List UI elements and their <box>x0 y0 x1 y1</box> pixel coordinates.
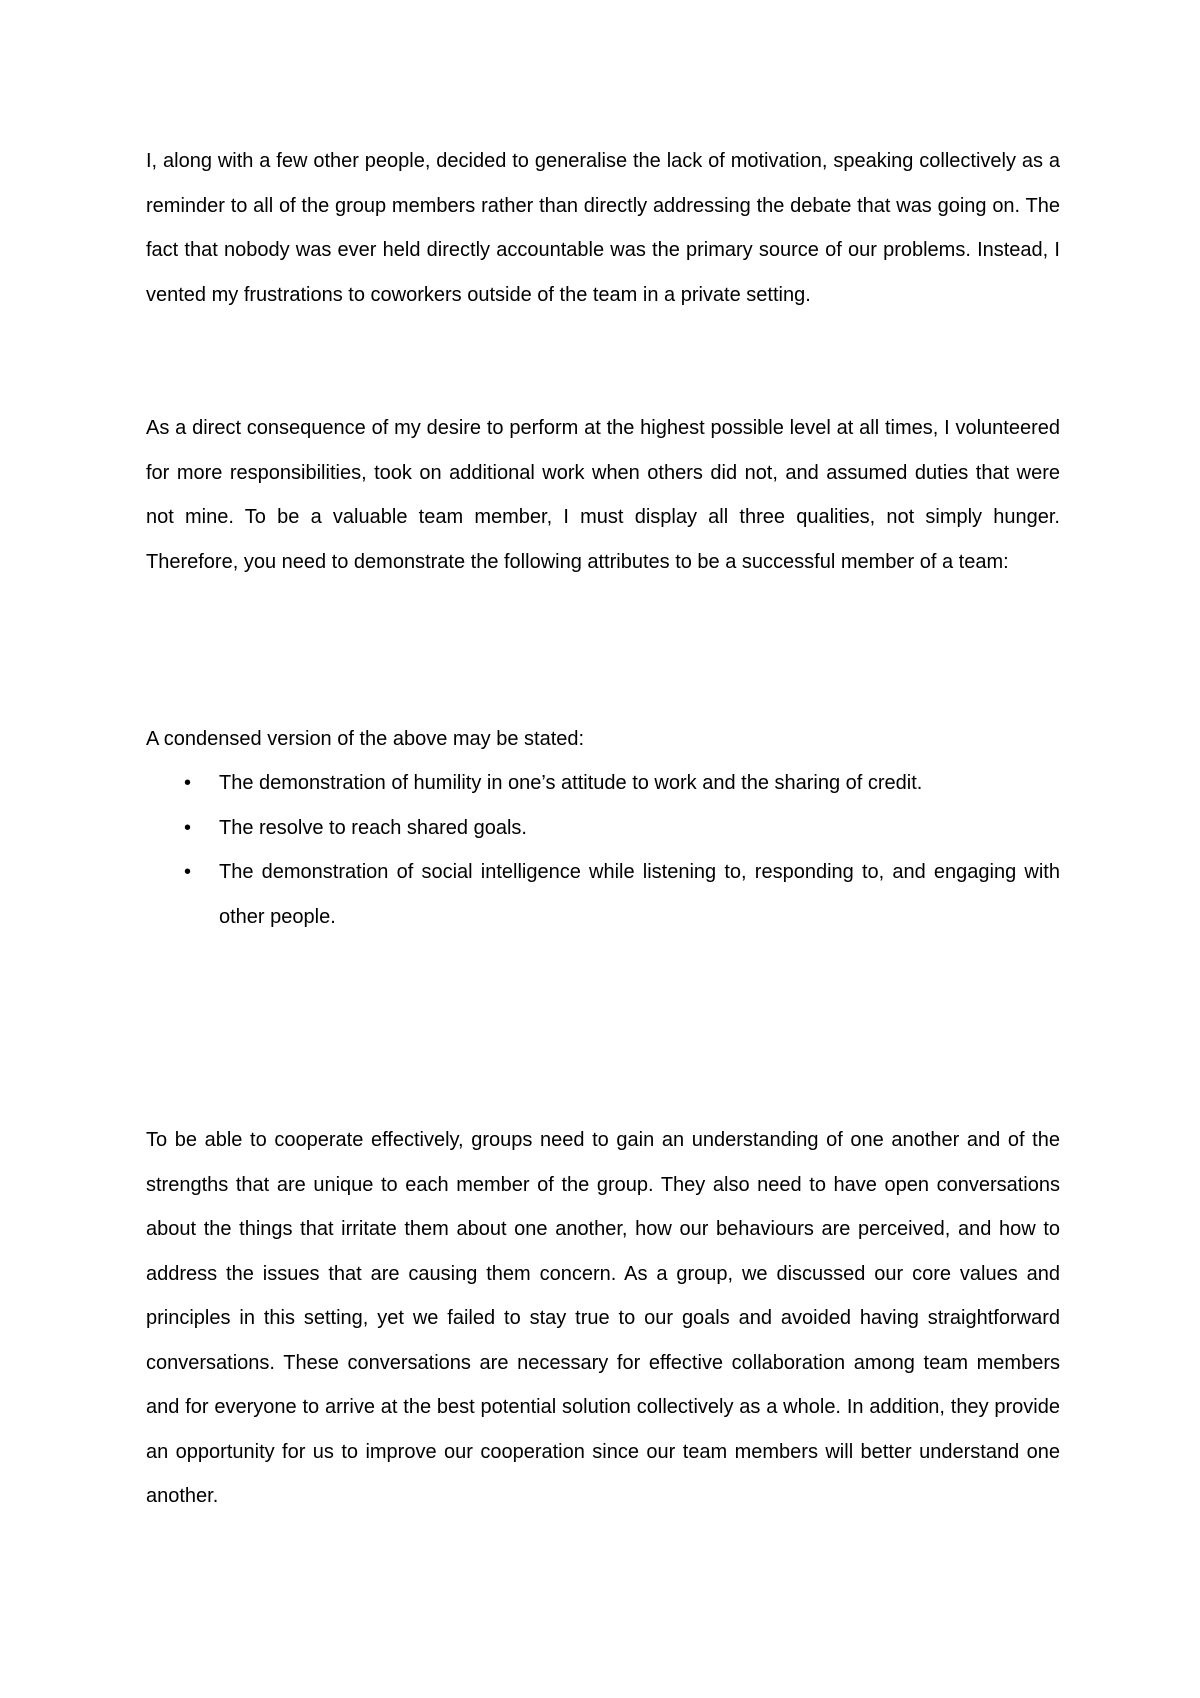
list-item-text: The demonstration of humility in one’s attitude to work and the sharing of credit. <box>219 772 923 794</box>
paragraph-cooperation: To be able to cooperate effectively, groups need to gain an understanding of one another and of the strengths that are unique to each member of the group. They also need to have open conversations about the things that irritate them about one another, how our behaviours are perceived, and how to address the issues that are causing them concern. As a group, we discussed our core values and principles in this setting, yet we failed to stay true to our goals and avoided having straightforward conversations. These conversations are necessary for effective collaboration among team members and for everyone to arrive at the best potential solution collectively as a whole. In addition, they provide an opportunity for us to improve our cooperation since our team members will better understand one another. <box>146 1129 1060 1507</box>
list-item-humility <box>146 761 1060 806</box>
paragraph-responsibilities: As a direct consequence of my desire to perform at the highest possible level at all times, I volunteered for more responsibilities, took on additional work when others did not, and assumed duties that were not mine. To be a valuable team member, I must display all three qualities, not simply hunger. Therefore, you need to demonstrate the following attributes to be a successful member of a team: <box>146 417 1060 573</box>
list-intro: A condensed version of the above may be stated: <box>146 728 585 750</box>
bullet-icon: • <box>184 816 192 839</box>
bullet-icon: • <box>184 861 192 883</box>
list-item-text: The demonstration of social intelligence while listening to, responding to, and engaging with other people. <box>219 861 1060 928</box>
bullet-icon: • <box>184 772 192 794</box>
list-item-text: The resolve to reach shared goals. <box>219 816 527 839</box>
paragraph-accountability: I, along with a few other people, decided to generalise the lack of motivation, speaking collectively as a reminder to all of the group members rather than directly addressing the debate that was going on. The fact that nobody was ever held directly accountable was the primary source of our problems. Instead, I vented my frustrations to coworkers outside of the team in a private setting. <box>146 150 1060 306</box>
attributes-list <box>146 761 1060 939</box>
list-item-shared-goals <box>146 806 1060 851</box>
list-item-social-intelligence <box>146 850 1060 939</box>
